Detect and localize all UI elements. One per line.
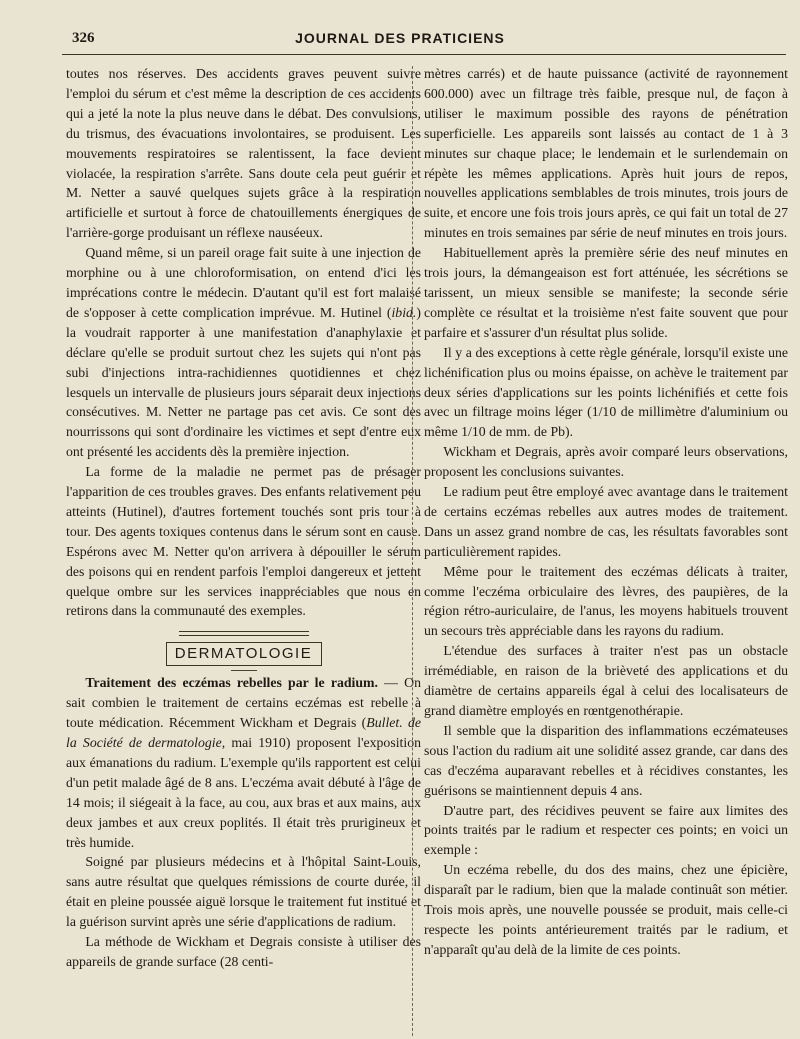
left-column (66, 64, 421, 972)
citation-bulletin: Bullet. de la Société de dermatologie (66, 715, 421, 750)
right-column (424, 64, 788, 960)
paragraph: L'étendue des surfaces à traiter n'est pas un obstacle irrémédiable, en raison de la brièveté des applications et du diamètre de certains appareils égal à celui des localisateurs de grand diamètre employés en rœntgenothérapie. (424, 643, 788, 718)
paragraph: Habituellement après la première série des neuf minutes en trois jours, la démangeaison est fort atténuée, les sécrétions se tarissent, un mieux sensible se manifeste; la seconde série complète ce résultat et la troisième n'est faite souvent que pour parfaire et s'assurer d'un résultat plus solide. (424, 245, 788, 340)
paragraph: La forme de la maladie ne permet pas de présager l'apparition de ces troubles graves. Des enfants relativement peu atteints (Hutinel), d'autres fortement touchés sont pris tour à tour. Des agents toxiques contenus dans le sérum sont en cause. Espérons avec M. Netter qu'on arrivera à dépouiller le sérum des poisons qui en rendent parfois l'emploi dangereux et jettent quelque ombre sur les services inappréciables que nous en retirons dans la communauté des exemples. (66, 464, 421, 619)
paragraph (66, 243, 421, 462)
section-separator (179, 631, 309, 636)
paragraph: Un eczéma rebelle, du dos des mains, chez une épicière, disparaît par le radium, bien que la malade continuât son métier. Trois mois après, une nouvelle poussée se produit, mais celle-ci respecte les points antérieurement traités par le radium, et n'apparaît qu'au delà de la limite de ces points. (424, 862, 788, 957)
paragraph: Soigné par plusieurs médecins et à l'hôpital Saint-Louis, sans autre résultat que quelques rémissions de courte durée, il était en pleine poussée aiguë lorsque le traitement fut institué et la guérison survint après une série d'applications de radium. (66, 854, 421, 930)
citation-ibid: ibid. (391, 304, 417, 320)
paragraph: La méthode de Wickham et Degrais consiste à utiliser des appareils de grande surface (28 centi- (66, 934, 421, 969)
page-header (0, 0, 800, 50)
paragraph: Wickham et Degrais, après avoir comparé leurs observations, proposent les conclusions suivantes. (424, 444, 788, 480)
paragraph: Même pour le traitement des eczémas délicats à traiter, comme l'eczéma orbiculaire des lèvres, des paupières, de la région rétro-auriculaire, de l'anus, les moyens habituels trouvent un secours très appréciable dans les rayons du radium. (424, 563, 788, 639)
paragraph: toutes nos réserves. Des accidents graves peuvent suivre l'emploi du sérum et c'est même la description de ces accidents qui a jeté la note la plus neuve dans le débat. Des convulsions, du trismus, des évacuations involontaires, se produisent. Les mouvements respiratoires se ralentissent, la face devient violacée, la respiration s'arrête. Sans doute cela peut guérir et M. Netter a sauvé quelques sujets grâce à la respiration artificielle et surtout à force de chatouillements énergiques de l'arrière-gorge produisant un réflexe nauséeux. (66, 66, 421, 241)
paragraph: Il semble que la disparition des inflammations eczémateuses sous l'action du radium ait une solidité assez grande, car dans des cas d'eczéma auparavant rebelles et à récidives constantes, les guérisons se maintiennent depuis 4 ans. (424, 722, 788, 798)
small-separator (231, 670, 257, 671)
article-heading: Traitement des eczémas rebelles par le radium. (85, 675, 378, 691)
paragraph (66, 673, 421, 852)
text-run: — On sait combien le traitement de certains eczémas est rebelle à toute médication. Récemment Wickham et Degrais ( (66, 675, 421, 731)
text-run: , mai 1910) proposent l'exposition aux émanations du radium. L'exemple qu'ils rapportent est celui d'un petit malade âgé de 8 ans. L'eczéma avait débuté à l'âge de 14 mois; il siégeait à la face, au cou, aux bras et aux mains, aux deux jambes et aux creux poplités. Il était très prurigineux et très humide. (66, 735, 421, 850)
paragraph: Il y a des exceptions à cette règle générale, lorsqu'il existe une lichénification plus ou moins épaisse, on achève le traitement par deux séries d'applications sur les points lichénifiés et cette fois avec un filtrage moins léger (1/10 de millimètre d'aluminium ou même 1/10 de mm. de Pb). (424, 344, 788, 440)
journal-title: JOURNAL DES PRATICIENS (295, 30, 505, 46)
section-title: DERMATOLOGIE (166, 642, 322, 666)
paragraph: D'autre part, des récidives peuvent se faire aux limites des points traités par le radium et respecter ces points; en voici un exemple : (424, 802, 788, 858)
column-divider (412, 66, 413, 1036)
text-run: Quand même, si un pareil orage fait suite à une injection de morphine ou à une chloroformisation, on entend d'ici les imprécations contre le médecin. D'autant qu'il est fort malaisé de s'opposer à cette complication imprévue. M. Hutinel ( (66, 245, 421, 320)
paragraph: mètres carrés) et de haute puissance (activité de rayonnement 600.000) avec un filtrage très faible, presque nul, de façon à utiliser le maximum possible des rayons de pénétration superficielle. Les appareils sont laissés au contact de 1 à 3 minutes sur chaque place; le lendemain et le surlendemain on répète les mêmes applications. Après huit jours de repos, nouvelles applications semblables de trois minutes, trois jours de suite, et encore une fois trois jours après, ce qui fait un total de 27 minutes en trois semaines par série de neuf minutes en trois jours. (424, 66, 788, 241)
paragraph: Le radium peut être employé avec avantage dans le traitement de certains eczémas rebelles aux autres modes de traitement. Dans un assez grand nombre de cas, les résultats favorables sont particulièrement rapides. (424, 484, 788, 559)
page-number: 326 (72, 30, 95, 46)
text-run: ) la voudrait rapporter à une manifestation d'anaphylaxie et déclare qu'elle se produit surtout chez les sujets qui n'ont pas subi d'injections intra-rachidiennes quotidiennes et chez lesquels un intervalle de plusieurs jours séparait deux injections consécutives. M. Netter ne partage pas cet avis. Ce sont des nourrissons qui sont d'ordinaire les victimes et sept d'entre eux ont présenté les accidents dès la première injection. (66, 304, 421, 460)
header-rule (62, 54, 786, 55)
